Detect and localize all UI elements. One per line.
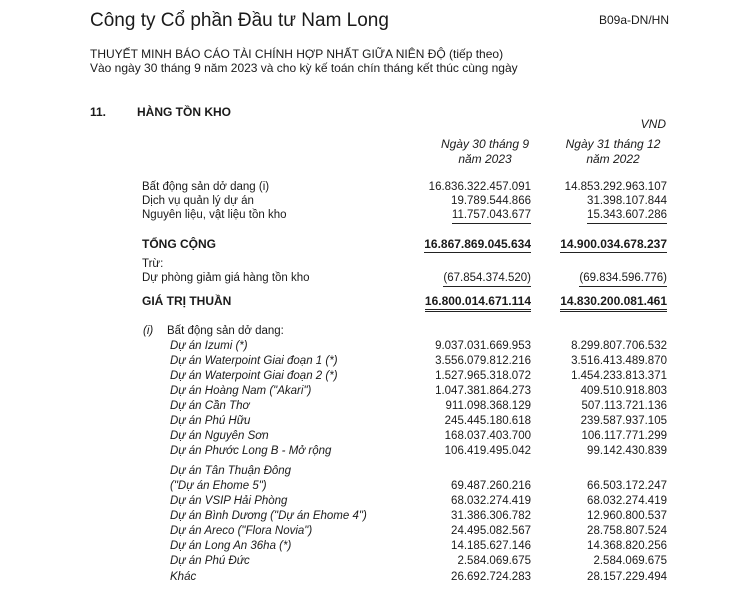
value-2023: 31.386.306.782 xyxy=(451,510,531,522)
value-2023: 24.495.082.567 xyxy=(451,525,531,537)
project-name: Dự án Bình Dương ("Dự án Ehome 4") xyxy=(170,510,367,522)
value-2023: 68.032.274.419 xyxy=(451,495,531,507)
value-2023: 69.487.260.216 xyxy=(451,480,531,492)
value-2023: 16.800.014.671.114 xyxy=(425,294,531,312)
value-2023: 1.047.381.864.273 xyxy=(435,385,531,397)
row-label: Dịch vụ quản lý dự án xyxy=(142,195,254,207)
list-item xyxy=(0,539,731,554)
value-2022: 28.758.807.524 xyxy=(587,525,667,537)
company-name: Công ty Cổ phần Đầu tư Nam Long xyxy=(90,10,389,31)
list-item xyxy=(0,369,731,384)
project-name: Dự án Waterpoint Giai đoạn 2 (*) xyxy=(170,370,338,382)
value-2022: 14.900.034.678.237 xyxy=(560,237,667,251)
list-item xyxy=(0,509,731,524)
value-2023: 14.185.627.146 xyxy=(451,540,531,552)
value-2023: 911.098.368.129 xyxy=(445,400,531,412)
value-2023: 9.037.031.669.953 xyxy=(435,340,531,352)
value-2022: 409.510.918.803 xyxy=(580,385,667,397)
value-2023: 19.789.544.866 xyxy=(451,195,531,207)
detail-heading-row xyxy=(0,324,731,339)
total-row xyxy=(0,237,731,252)
value-2023: 3.556.079.812.216 xyxy=(435,355,531,367)
list-item xyxy=(0,524,731,539)
value-2023: 245.445.180.618 xyxy=(444,415,531,427)
list-item xyxy=(0,384,731,399)
column-header-2022-line2: năm 2022 xyxy=(586,152,640,166)
value-2022: 14.368.820.256 xyxy=(587,540,667,552)
row-label: Bất động sản dở dang (i) xyxy=(142,181,270,193)
value-2023: (67.854.374.520) xyxy=(443,271,531,287)
table-row xyxy=(0,257,731,272)
project-name: Dự án Cần Thơ xyxy=(170,400,250,412)
report-subtitle: THUYẾT MINH BÁO CÁO TÀI CHÍNH HỢP NHẤT GIỮA NIÊN ĐỘ (tiếp theo) xyxy=(90,47,504,61)
value-2023: 2.584.069.675 xyxy=(457,555,531,567)
table-row xyxy=(0,194,731,209)
column-header-2023-line2: năm 2023 xyxy=(458,152,512,166)
column-header-2022-line1: Ngày 31 tháng 12 xyxy=(565,137,661,151)
table-row xyxy=(0,180,731,195)
value-2023: 16.836.322.457.091 xyxy=(428,181,531,193)
project-name: Dự án Areco ("Flora Novia") xyxy=(170,525,313,537)
value-2023: 106.419.495.042 xyxy=(444,445,531,457)
project-name: Dự án Hoàng Nam ("Akari") xyxy=(170,385,312,397)
row-label: Dự phòng giảm giá hàng tồn kho xyxy=(142,272,310,284)
column-header-2023 xyxy=(430,137,540,167)
table-row xyxy=(0,208,731,223)
list-item xyxy=(0,444,731,459)
value-2022: 3.516.413.489.870 xyxy=(571,355,667,367)
value-2022: 14.853.292.963.107 xyxy=(564,181,667,193)
project-name: Dự án Phú Đức xyxy=(170,555,250,567)
currency-unit: VND xyxy=(640,117,666,131)
list-item xyxy=(0,554,731,569)
value-2022: 1.454.233.813.371 xyxy=(571,370,667,382)
value-2022: 12.960.800.537 xyxy=(587,510,667,522)
value-2022: 239.587.937.105 xyxy=(580,415,667,427)
detail-heading: Bất động sản dở dang: xyxy=(167,325,284,337)
project-name: Dự án Waterpoint Giai đoạn 1 (*) xyxy=(170,355,338,367)
value-2022: 28.157.229.494 xyxy=(587,571,667,583)
value-2022: 68.032.274.419 xyxy=(587,495,667,507)
value-2022: 507.113.721.136 xyxy=(581,400,667,412)
list-item xyxy=(0,479,731,494)
column-header-2022 xyxy=(553,137,673,167)
value-2022: 2.584.069.675 xyxy=(593,555,667,567)
column-header-2023-line1: Ngày 30 tháng 9 xyxy=(440,137,530,151)
project-name: ("Dự án Ehome 5") xyxy=(170,480,267,492)
value-2023: 11.757.043.677 xyxy=(452,208,531,224)
list-item xyxy=(0,354,731,369)
project-name: Dự án Phú Hữu xyxy=(170,415,251,427)
value-2022: 31.398.107.844 xyxy=(587,195,667,207)
value-2022: 8.299.807.706.532 xyxy=(571,340,667,352)
section-title: HÀNG TỒN KHO xyxy=(137,105,231,119)
list-item xyxy=(0,494,731,509)
value-2022: 99.142.430.839 xyxy=(587,445,667,457)
project-name: Dự án Tân Thuận Đông xyxy=(170,465,292,477)
table-row xyxy=(0,271,731,286)
value-2023: 16.867.869.045.634 xyxy=(424,237,531,251)
row-label: Trừ: xyxy=(142,258,164,270)
form-code: B09a-DN/HN xyxy=(598,13,669,27)
project-name: Dự án Izumi (*) xyxy=(170,340,248,352)
list-item xyxy=(0,399,731,414)
report-period: Vào ngày 30 tháng 9 năm 2023 và cho kỳ kế toán chín tháng kết thúc cùng ngày xyxy=(90,61,518,75)
project-name: Dự án Nguyên Sơn xyxy=(170,430,269,442)
value-2023: 1.527.965.318.072 xyxy=(435,370,531,382)
value-2023: 26.692.724.283 xyxy=(451,571,531,583)
section-number: 11. xyxy=(90,105,107,119)
list-item xyxy=(0,429,731,444)
list-item xyxy=(0,570,731,585)
row-label: Nguyên liệu, vật liệu tồn kho xyxy=(142,209,287,221)
project-name: Dự án Long An 36ha (*) xyxy=(170,540,292,552)
project-name: Khác xyxy=(170,571,197,583)
value-2022: 106.117.771.299 xyxy=(581,430,667,442)
value-2022: (69.834.596.776) xyxy=(579,271,667,287)
project-name: Dự án VSIP Hải Phòng xyxy=(170,495,288,507)
net-value-row xyxy=(0,294,731,309)
value-2022: 66.503.172.247 xyxy=(587,480,667,492)
value-2023: 168.037.403.700 xyxy=(444,430,531,442)
list-item xyxy=(0,339,731,354)
value-2022: 14.830.200.081.461 xyxy=(560,294,667,312)
value-2022: 15.343.607.286 xyxy=(587,208,667,224)
row-label: TỔNG CỘNG xyxy=(142,237,216,251)
note-marker: (i) xyxy=(143,325,154,337)
row-label: GIÁ TRỊ THUẦN xyxy=(142,294,232,308)
list-item xyxy=(0,464,731,479)
project-name: Dự án Phước Long B - Mở rộng xyxy=(170,445,332,457)
list-item xyxy=(0,414,731,429)
